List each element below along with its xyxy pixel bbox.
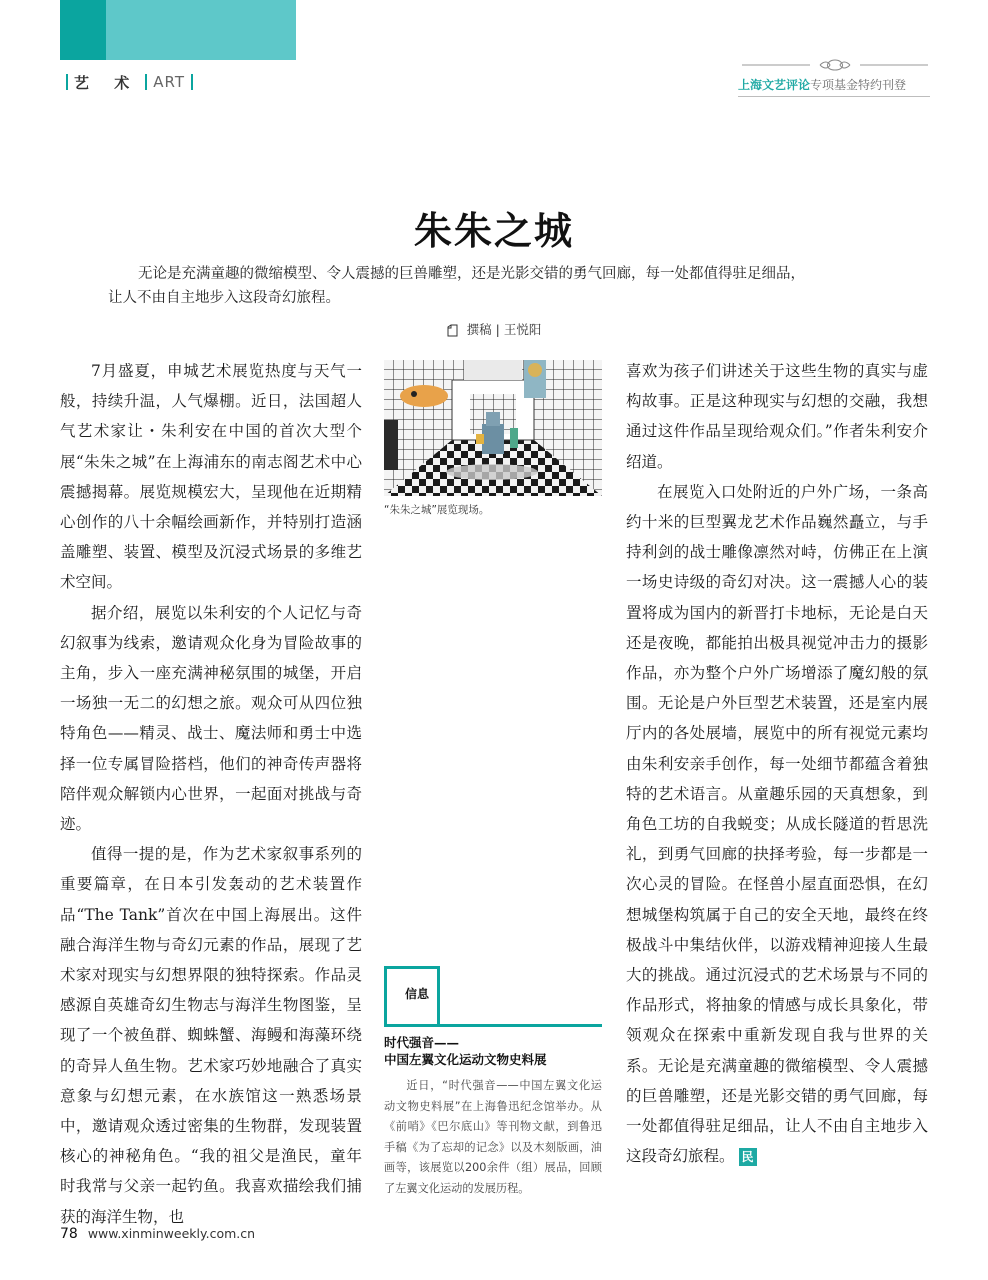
pen-icon [447, 324, 459, 337]
header-color-block-dark [60, 0, 106, 60]
right-paragraph-2 [626, 477, 928, 1172]
section-bar-right [191, 74, 193, 90]
info-heading-line-1: 时代强音—— [384, 1035, 460, 1050]
info-heading-line-2: 中国左翼文化运动文物史料展 [384, 1052, 547, 1067]
byline [0, 320, 988, 338]
right-column [626, 356, 928, 1171]
left-paragraph-2: 据介绍，展览以朱利安的个人记忆与奇幻叙事为线索，邀请观众化身为冒险故事的主角，步入一座充满神秘氛围的城堡，开启一场独一无二的幻想之旅。观众可从四位独特角色——精灵、战士、魔法师和勇士中选择一位专属冒险搭档，他们的神奇传声器将陪伴观众解锁内心世界，一起面对挑战与奇迹。 [60, 603, 362, 834]
byline-text: 撰稿 | 王悦阳 [466, 322, 542, 337]
info-divider [384, 1024, 602, 1027]
info-tab: 信息 [384, 966, 440, 1024]
left-column [60, 356, 362, 1232]
sponsor-divider [738, 96, 930, 97]
info-heading [384, 1034, 602, 1068]
header-color-block-light [106, 0, 296, 60]
page-number: 78 [60, 1226, 78, 1242]
sponsor-rest: 专项基金特约刊登 [810, 78, 907, 92]
left-paragraph-3: 值得一提的是，作为艺术家叙事系列的重要篇章，在日本引发轰动的艺术装置作品“The Tank”首次在中国上海展出。这件融合海洋生物与奇幻元素的作品，展现了艺术家对现实与幻想界限的独特探索。作品灵感源自英雄奇幻生物志与海洋生物图鉴，呈现了一个被鱼群、蜘蛛蟹、海鳗和海藻环绕的奇异人鱼生物。艺术家巧妙地融合了真实意象与幻想元素，在水族馆这一熟悉场景中，邀请观众透过密集的生物群，发现装置核心的神秘角色。“我的祖父是渔民，童年时我常与父亲一起钓鱼。我喜欢描绘我们捕获的海洋生物，也 [60, 845, 362, 1226]
info-body [384, 1076, 602, 1200]
section-bar-mid [145, 74, 147, 90]
page-footer [60, 1226, 255, 1242]
sponsor-credit [738, 76, 906, 93]
right-paragraph-2-text: 在展览入口处附近的户外广场，一条高约十米的巨型翼龙艺术作品巍然矗立，与手持利剑的战士雕像凛然对峙，仿佛正在上演一场史诗级的奇幻对决。这一震撼人心的装置将成为国内的新晋打卡地标，无论是白天还是夜晚，都能拍出极具视觉冲击力的摄影作品，亦为整个户外广场增添了魔幻般的氛围。无论是户外巨型艺术装置，还是室内展厅内的各处展墙，展览中的所有视觉元素均由朱利安亲手创作，每一处细节都蕴含着独特的艺术语言。从童趣乐园的天真想象，到角色工坊的自我蜕变；从成长隧道的哲思洗礼，到勇气回廊的抉择考验，每一步都是一次心灵的冒险。在怪兽小屋直面恐惧，在幻想城堡构筑属于自己的安全天地，最终在终极战斗中集结伙伴，以游戏精神迎接人生最大的挑战。通过沉浸式的艺术场景与不同的作品形式，将抽象的情感与成长具象化，带领观众在探索中重新发现自我与世界的关系。无论是充满童趣的微缩模型、令人震撼的巨兽雕塑，还是光影交错的勇气回廊，每一处都值得驻足细品，让人不由自主地步入这段奇幻旅程。 [626, 482, 928, 1166]
article-lead [108, 262, 888, 310]
photo-caption: “朱朱之城”展览现场。 [384, 504, 490, 516]
sponsor-highlight: 上海文艺评论 [738, 78, 811, 92]
exhibition-photo [384, 360, 602, 496]
website-link[interactable]: www.xinminweekly.com.cn [87, 1226, 256, 1241]
section-label [60, 72, 199, 92]
lead-line-1: 无论是充满童趣的微缩模型、令人震撼的巨兽雕塑，还是光影交错的勇气回廊，每一处都值得驻足细品， [138, 266, 805, 282]
article-title: 朱朱之城 [413, 209, 574, 253]
info-body-text: 近日，“时代强音——中国左翼文化运动文物史料展”在上海鲁迅纪念馆举办。从《前哨》《巴尔底山》等刊物文献，到鲁迅手稿《为了忘却的记念》以及木刻版画，油画等，该展览以200余件（组）展品，回顾了左翼文化运动的发展历程。 [384, 1079, 602, 1195]
lead-line-2: 让人不由自主地步入这段奇幻旅程。 [108, 290, 340, 306]
section-name-en: ART [153, 73, 185, 91]
right-paragraph-1: 喜欢为孩子们讲述关于这些生物的真实与虚构故事。正是这种现实与幻想的交融，我想通过这件作品呈现给观众们。”作者朱利安介绍道。 [626, 362, 928, 471]
ornament-icon [740, 58, 930, 72]
end-mark-icon: 民 [739, 1148, 757, 1166]
section-name-cn: 艺 术 [74, 73, 140, 92]
left-paragraph-1: 7月盛夏，申城艺术展览热度与天气一般，持续升温，人气爆棚。近日，法国超人气艺术家让・朱利安在中国的首次大型个展“朱朱之城”在上海浦东的南志阁艺术中心震撼揭幕。展览规模宏大，呈现他在近期精心创作的八十余幅绘画新作，并特别打造涵盖雕塑、装置、模型及沉浸式场景的多维艺术空间。 [60, 362, 362, 592]
exhibition-scene-image [384, 360, 602, 496]
section-bar-left [66, 74, 68, 90]
